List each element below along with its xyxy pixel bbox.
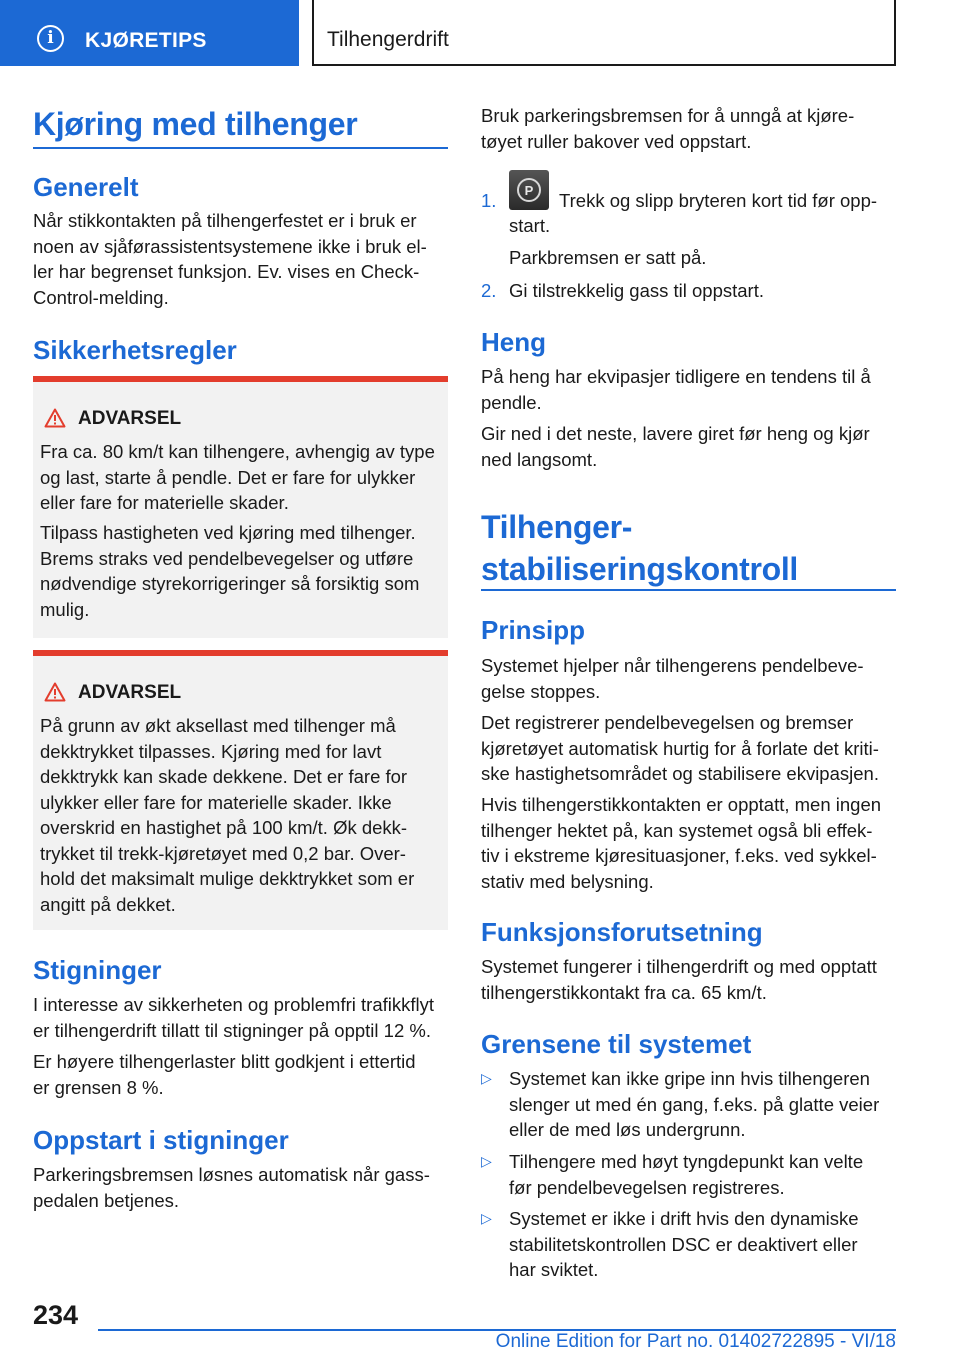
section-tab[interactable] bbox=[0, 0, 299, 66]
title-rule bbox=[33, 147, 448, 149]
step-2-text: Gi tilstrekkelig gass til oppstart. bbox=[509, 280, 764, 301]
list-item: Systemet er ikke i drift hvis den dynamiske stabilitetskontrollen DSC er deaktivert eller har sviktet. bbox=[509, 1208, 859, 1280]
page-number: 234 bbox=[33, 1300, 79, 1330]
section-title-tsk: Tilhenger- stabiliseringskontroll bbox=[481, 509, 799, 587]
step-2-number: 2. bbox=[481, 280, 497, 301]
parking-brake-icon: P bbox=[509, 170, 549, 210]
heading-heng: Heng bbox=[481, 327, 546, 357]
section-rule bbox=[481, 589, 896, 591]
warning-triangle-icon bbox=[44, 408, 66, 428]
heading-oppstart: Oppstart i stigninger bbox=[33, 1125, 289, 1155]
stigninger-paragraph-1: I interesse av sikkerheten og problemfri trafikkflyt er tilhengerdrift tillatt til stigninger på opptil 12 %. bbox=[33, 994, 434, 1041]
warning-label: ADVARSEL bbox=[78, 408, 182, 429]
funksjon-paragraph: Systemet fungerer i tilhengerdrift og med opptatt tilhengerstikkontakt fra ca. 65 km/t. bbox=[481, 956, 877, 1003]
prinsipp-paragraph-3: Hvis tilhengerstikkontakten er opptatt, men ingen tilhenger hektet på, kan systemet også bli effek- tiv i ekstreme kjøresituasjoner, f.eks. ved sykkel- stativ med belysning. bbox=[481, 794, 882, 892]
heading-generelt: Generelt bbox=[33, 172, 139, 202]
bullet-icon: ▷ bbox=[481, 1070, 492, 1086]
stigninger-paragraph-2: Er høyere tilhengerlaster blitt godkjent i ettertid er grensen 8 %. bbox=[33, 1051, 416, 1098]
bullet-icon: ▷ bbox=[481, 1153, 492, 1169]
bullet-icon: ▷ bbox=[481, 1210, 492, 1226]
heng-paragraph-2: Gir ned i det neste, lavere giret før heng og kjør ned langsomt. bbox=[481, 423, 870, 470]
warning-2-paragraph: På grunn av økt aksellast med tilhenger må dekktrykket tilpasses. Kjøring med for lavt dekktrykk kan skade dekkene. Det er fare for ulykker eller fare for materielle skader. Ikke overskrid en hastighet på 100 km/t. Øk dekk- trykket til trekk-kjøretøyet med 0,2 bar. Over- hold det maksimalt mulige dekktrykket som er angitt på dekket. bbox=[40, 715, 415, 915]
oppstart-paragraph: Parkeringsbremsen løsnes automatisk når gass- pedalen betjenes. bbox=[33, 1164, 430, 1211]
prinsipp-paragraph-2: Det registrerer pendelbevegelsen og bremser kjøretøyet automatisk hurtig for å forlate det kriti- ske hastighetsområdet og stabilisere ekvipasjen. bbox=[481, 712, 879, 784]
heading-sikkerhetsregler: Sikkerhetsregler bbox=[33, 335, 237, 365]
warning-label: ADVARSEL bbox=[78, 682, 182, 703]
warning-1-paragraph-1: Fra ca. 80 km/t kan tilhengere, avhengig av type og last, starte å pendle. Det er fare for ulykker eller fare for materielle skader. bbox=[40, 441, 435, 513]
step-1-text-line-1: Trekk og slipp bryteren kort tid før opp- bbox=[559, 190, 878, 211]
step-1-text-line-2: start. bbox=[509, 215, 551, 236]
heading-stigninger: Stigninger bbox=[33, 955, 162, 985]
main-title: Kjøring med tilhenger bbox=[33, 106, 358, 142]
prinsipp-paragraph-1: Systemet hjelper når tilhengerens pendelbeve- gelse stoppes. bbox=[481, 655, 864, 702]
warning-1-paragraph-2: Tilpass hastigheten ved kjøring med tilhenger. Brems straks ved pendelbevegelser og utføre nødvendige styrekorrigeringer så forsiktig som mulig. bbox=[40, 522, 420, 620]
step-1-number: 1. bbox=[481, 190, 497, 211]
heading-grensene: Grensene til systemet bbox=[481, 1029, 752, 1059]
heading-prinsipp: Prinsipp bbox=[481, 615, 586, 645]
intro-paragraph: Bruk parkeringsbremsen for å unngå at kjøre- tøyet ruller bakover ved oppstart. bbox=[481, 105, 855, 152]
heng-paragraph-1: På heng har ekvipasjer tidligere en tendens til å pendle. bbox=[481, 366, 871, 413]
section-tab-label: KJØRETIPS bbox=[85, 29, 207, 52]
step-1-result: Parkbremsen er satt på. bbox=[509, 247, 707, 268]
warning-box-2 bbox=[33, 650, 448, 930]
chapter-title: Tilhengerdrift bbox=[327, 28, 449, 51]
generelt-paragraph: Når stikkontakten på tilhengerfestet er i bruk er noen av sjåførassistentsystemene ikke i bruk el- ler har begrenset funksjon. Ev. vises en Check- Control-melding. bbox=[33, 210, 427, 308]
chapter-header bbox=[312, 0, 896, 66]
list-item: Tilhengere med høyt tyngdepunkt kan velte før pendelbevegelsen registreres. bbox=[509, 1151, 864, 1198]
list-item: Systemet kan ikke gripe inn hvis tilhengeren slenger ut med én gang, f.eks. på glatte veier eller de med løs undergrunn. bbox=[509, 1068, 880, 1140]
warning-triangle-icon bbox=[44, 682, 66, 702]
warning-box-1 bbox=[33, 376, 448, 638]
info-icon: i bbox=[37, 25, 64, 52]
heading-funksjonsforutsetning: Funksjonsforutsetning bbox=[481, 917, 763, 947]
edition-footer: Online Edition for Part no. 01402722895 - VI/18 bbox=[495, 1331, 896, 1352]
